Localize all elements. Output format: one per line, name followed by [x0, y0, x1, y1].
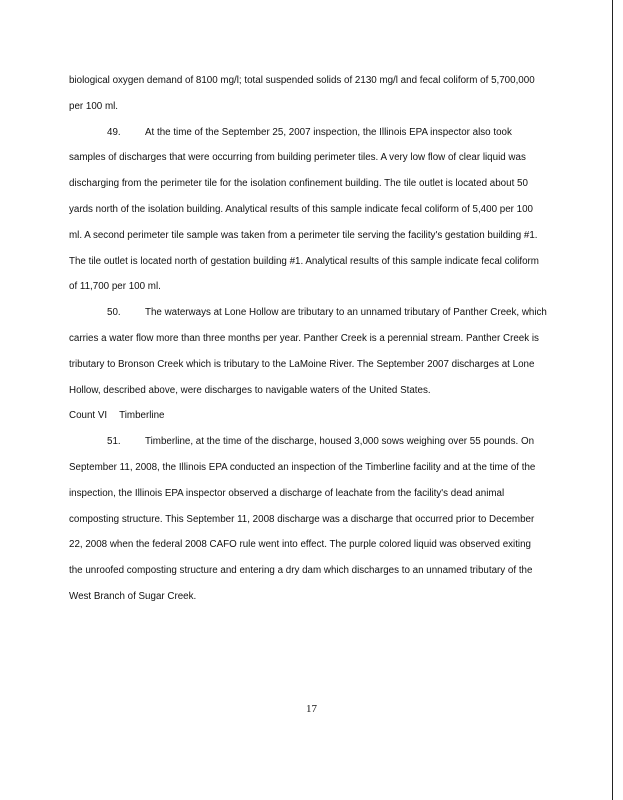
paragraph-51	[69, 429, 547, 610]
section-heading-count: Count VI	[69, 410, 108, 422]
paragraph-49-number: 49.	[107, 126, 121, 138]
section-heading-name: Timberline	[119, 410, 165, 422]
paragraph-51-number: 51.	[107, 436, 121, 448]
paragraph-49	[69, 120, 547, 301]
paragraph-51-text: Timberline, at the time of the discharge, housed 3,000 sows weighing over 55 pounds. On September 11, 2008, the Illinois EPA conducted an inspection of the Timberline facility and at the time of the inspection, the Illinois EPA inspector observed a discharge of leachate from the facility's dead animal composting structure. This September 11, 2008 discharge was a discharge that occurred prior to December 22, 2008 when the federal 2008 CAFO rule went into effect. The purple colored liquid was observed exiting the unroofed composting structure and entering a dry dam which discharges to an unnamed tributary of the West Branch of Sugar Creek.	[69, 436, 536, 602]
paragraph-50-number: 50.	[107, 307, 121, 319]
section-heading	[69, 403, 547, 429]
document-page	[69, 68, 547, 610]
page-number: 17	[306, 703, 317, 715]
paragraph-50	[69, 300, 547, 403]
scan-edge-line	[612, 0, 613, 800]
paragraph-50-text: The waterways at Lone Hollow are tributary to an unnamed tributary of Panther Creek, which carries a water flow more than three months per year. Panther Creek is a perennial stream. Panther Creek is tributary to Bronson Creek which is tributary to the LaMoine River. The September 2007 discharges at Lone Hollow, described above, were discharges to navigable waters of the United States.	[69, 307, 547, 396]
continuation-paragraph: biological oxygen demand of 8100 mg/l; total suspended solids of 2130 mg/l and fecal coliform of 5,700,000 per 100 ml.	[69, 75, 535, 112]
paragraph-49-text: At the time of the September 25, 2007 inspection, the Illinois EPA inspector also took samples of discharges that were occurring from building perimeter tiles. A very low flow of clear liquid was discharging from the perimeter tile for the isolation confinement building. The tile outlet is located about 50 yards north of the isolation building. Analytical results of this sample indicate fecal coliform of 5,400 per 100 ml. A second perimeter tile sample was taken from a perimeter tile serving the facility's gestation building #1. The tile outlet is located north of gestation building #1. Analytical results of this sample indicate fecal coliform of 11,700 per 100 ml.	[69, 126, 539, 293]
